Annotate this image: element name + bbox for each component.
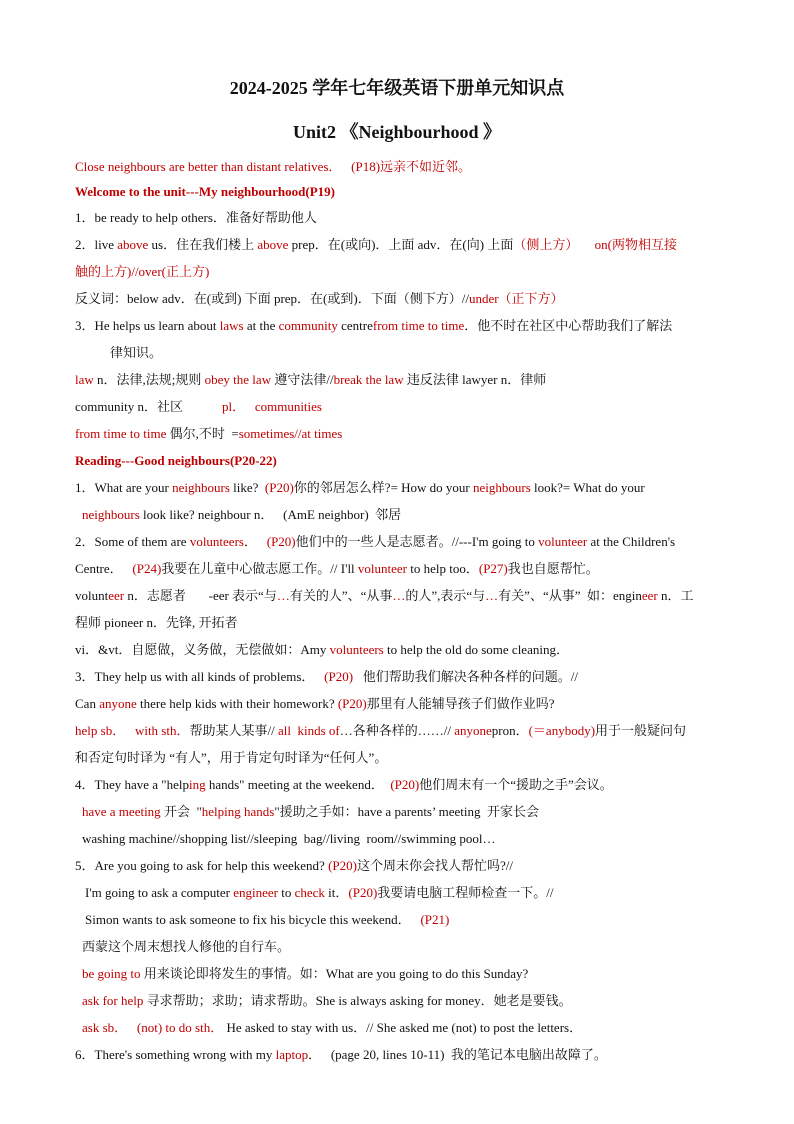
- plain-text: 程师 pioneer n．先锋, 开拓者: [75, 615, 238, 630]
- highlighted-text: break the law: [333, 372, 404, 387]
- note-line: [75, 474, 736, 501]
- plain-text: us．住在我们楼上: [148, 237, 258, 252]
- highlighted-text: 触的上方)//over(正上方): [75, 264, 210, 279]
- unit-subtitle: Unit2 《Neighbourhood 》: [292, 122, 502, 142]
- note-line: [75, 312, 736, 339]
- highlighted-text: under（正下方）: [468, 291, 564, 306]
- highlighted-text: Welcome to the unit---My neighbourhood(P19): [75, 184, 335, 199]
- note-line: [75, 717, 736, 744]
- plain-text: 用来谈论即将发生的事情。如：What are you going to do this Sunday?: [140, 966, 529, 981]
- note-line: [75, 231, 736, 258]
- highlighted-text: helping hands: [201, 804, 275, 819]
- plain-text: 西蒙这个周末想找人修他的自行车。: [82, 939, 291, 954]
- highlighted-text: on(两物相互接: [578, 237, 677, 252]
- plain-text: 2．live: [75, 237, 118, 252]
- plain-text: 这个周末你会找人帮忙吗?//: [356, 858, 513, 873]
- highlighted-text: from time to time: [75, 426, 167, 441]
- highlighted-text: (P20): [266, 534, 296, 549]
- plain-text: like?: [229, 480, 265, 495]
- highlighted-text: Close neighbours are better than distant relatives． (P18)远亲不如近邻。: [75, 159, 472, 174]
- plain-text: it．: [324, 885, 349, 900]
- highlighted-text: (P20): [348, 885, 378, 900]
- plain-text: 那里有人能辅导孩子们做作业吗?: [366, 696, 555, 711]
- proverb-line: [75, 154, 736, 179]
- note-line: [75, 771, 736, 798]
- highlighted-text: （侧上方）: [513, 237, 579, 252]
- page-title: 2024-2025 学年七年级英语下册单元知识点: [229, 78, 565, 98]
- plain-text: 开会 ": [160, 804, 202, 819]
- highlighted-text: (P27): [478, 561, 508, 576]
- highlighted-text: sometimes//at times: [238, 426, 343, 441]
- plain-text: 和否定句时译为 “有人”，用于肯定句时译为“任何人”。: [75, 750, 388, 765]
- plain-text: 有关”、“从事” 如：engin: [498, 588, 642, 603]
- highlighted-text: be going to: [82, 966, 141, 981]
- plain-text: 1．What are your: [75, 480, 173, 495]
- plain-text: 我要请电脑工程师检查一下。//: [377, 885, 554, 900]
- highlighted-text: volunteers: [329, 642, 384, 657]
- note-line: [82, 1014, 736, 1041]
- plain-text: volunt: [75, 588, 109, 603]
- plain-text: n．志愿者 -eer 表示“与: [124, 588, 277, 603]
- plain-text: ．: [243, 534, 267, 549]
- plain-text: ．他不时在社区中心帮助我们了解法: [464, 318, 673, 333]
- note-line: [82, 987, 736, 1014]
- highlighted-text: eer: [108, 588, 125, 603]
- highlighted-text: above: [257, 237, 289, 252]
- note-line: [82, 501, 736, 528]
- highlighted-text: (P20): [324, 669, 354, 684]
- highlighted-text: volunteer: [538, 534, 588, 549]
- note-line: [85, 906, 736, 933]
- plain-text: 3．They help us with all kinds of problems．: [75, 669, 325, 684]
- plain-text: centre: [337, 318, 373, 333]
- plain-text: 帮助某人某事//: [189, 723, 278, 738]
- plain-text: 他们中的一些人是志愿者。//---I'm going to: [295, 534, 539, 549]
- plain-text: 的人”,表示“与: [405, 588, 486, 603]
- highlighted-text: laptop: [275, 1047, 309, 1062]
- plain-text: I'm going to ask a computer: [85, 885, 234, 900]
- note-line: [75, 663, 736, 690]
- plain-text: ． (page 20, lines 10-11) 我的笔记本电脑出故障了。: [308, 1047, 607, 1062]
- plain-text: 我也自愿帮忙。: [507, 561, 599, 576]
- plain-text: 我要在儿童中心做志愿工作。// I'll: [161, 561, 358, 576]
- plain-text: hands" meeting at the weekend．: [205, 777, 391, 792]
- highlighted-text: (P21): [420, 912, 450, 927]
- plain-text: "援助之手如：have a parents’ meeting 开家长会: [274, 804, 539, 819]
- note-line: [75, 582, 736, 609]
- note-line: [75, 852, 736, 879]
- plain-text: 他们帮助我们解决各种各样的问题。//: [353, 669, 579, 684]
- plain-text: at the: [243, 318, 279, 333]
- highlighted-text: (＝anybody): [528, 723, 596, 738]
- plain-text: to: [277, 885, 295, 900]
- highlighted-text: Reading---Good neighbours(P20-22): [75, 453, 277, 468]
- plain-text: Centre．: [75, 561, 133, 576]
- highlighted-text: (P20): [264, 480, 294, 495]
- highlighted-text: check: [294, 885, 325, 900]
- note-line: [75, 366, 736, 393]
- plain-text: 遵守法律//: [271, 372, 334, 387]
- highlighted-text: anyone: [99, 696, 137, 711]
- note-line: [75, 609, 736, 636]
- plain-text: at the Children's: [587, 534, 676, 549]
- plain-text: look?= What do your: [530, 480, 645, 495]
- plain-text: community n．社区: [75, 399, 222, 414]
- highlighted-text: have a meeting: [82, 804, 161, 819]
- plain-text: look like? neighbour n． (AmE neighbor) 邻居: [139, 507, 402, 522]
- plain-text: 6．There's something wrong with my: [75, 1047, 276, 1062]
- plain-text: to help too．: [407, 561, 479, 576]
- note-line: [75, 636, 736, 663]
- plain-text: n．法律,法规;规则: [93, 372, 205, 387]
- highlighted-text: volunteer: [357, 561, 408, 576]
- plain-text: …各种各样的……//: [339, 723, 455, 738]
- highlighted-text: engineer: [233, 885, 278, 900]
- plain-text: He asked to stay with us．// She asked me (not) to post the letters．: [223, 1020, 583, 1035]
- plain-text: 4．They have a "help: [75, 777, 189, 792]
- plain-text: there help kids with their homework?: [136, 696, 338, 711]
- section-heading-reading: [75, 447, 736, 474]
- highlighted-text: volunteers: [189, 534, 244, 549]
- highlighted-text: …: [276, 588, 290, 603]
- highlighted-text: (P20): [390, 777, 420, 792]
- note-line: [75, 744, 736, 771]
- plain-text: 3．He helps us learn about: [75, 318, 220, 333]
- note-line: [110, 339, 736, 366]
- highlighted-text: (P20): [337, 696, 367, 711]
- highlighted-text: above: [117, 237, 149, 252]
- note-line: [75, 258, 736, 285]
- note-line: [75, 285, 736, 312]
- highlighted-text: …: [392, 588, 406, 603]
- highlighted-text: law: [75, 372, 94, 387]
- plain-text: 你的邻居怎么样?= How do your: [293, 480, 474, 495]
- plain-text: 律知识。: [110, 345, 163, 360]
- plain-text: 反义词：below adv．在(或到) 下面 prep．在(或到)．下面（侧下方）//: [75, 291, 469, 306]
- plain-text: 偶尔,不时 =: [166, 426, 239, 441]
- plain-text: 违反法律 lawyer n．律师: [403, 372, 547, 387]
- plain-text: 寻求帮助；求助；请求帮助。She is always asking for money．她老是要钱。: [143, 993, 572, 1008]
- plain-text: Can: [75, 696, 100, 711]
- highlighted-text: ing: [188, 777, 206, 792]
- note-line: [75, 528, 736, 555]
- plain-text: 有关的人”、“从事: [289, 588, 393, 603]
- highlighted-text: neighbours: [172, 480, 230, 495]
- highlighted-text: (P24): [132, 561, 162, 576]
- plain-text: Simon wants to ask someone to fix his bicycle this weekend．: [85, 912, 421, 927]
- plain-text: 用于一般疑问句: [595, 723, 687, 738]
- highlighted-text: …: [485, 588, 499, 603]
- note-line: [75, 204, 736, 231]
- plain-text: to help the old do some cleaning．: [383, 642, 569, 657]
- plain-text: 5．Are you going to ask for help this weekend?: [75, 858, 329, 873]
- highlighted-text: neighbours: [473, 480, 531, 495]
- plain-text: 1．be ready to help others．准备好帮助他人: [75, 210, 317, 225]
- plain-text: n．工: [657, 588, 694, 603]
- highlighted-text: from time to time: [372, 318, 465, 333]
- note-line: [75, 420, 736, 447]
- note-line: [75, 393, 736, 420]
- plain-text: washing machine//shopping list//sleeping bag//living room//swimming pool…: [82, 831, 496, 846]
- highlighted-text: all kinds of: [277, 723, 340, 738]
- highlighted-text: neighbours: [82, 507, 140, 522]
- note-line: [82, 960, 736, 987]
- plain-text: prep．在(或向)．上面 adv．在(向) 上面: [288, 237, 514, 252]
- notes-body: [0, 154, 794, 1068]
- note-line: [85, 879, 736, 906]
- note-line: [75, 1041, 736, 1068]
- plain-text: pron．: [491, 723, 529, 738]
- section-heading-welcome: [75, 179, 736, 204]
- highlighted-text: (P20): [328, 858, 357, 873]
- note-line: [82, 933, 736, 960]
- highlighted-text: community: [278, 318, 338, 333]
- highlighted-text: pl． communities: [221, 399, 322, 414]
- note-line: [82, 798, 736, 825]
- note-line: [82, 825, 736, 852]
- highlighted-text: anyone: [454, 723, 492, 738]
- highlighted-text: laws: [219, 318, 244, 333]
- highlighted-text: ask for help: [82, 993, 144, 1008]
- highlighted-text: help sb． with sth．: [75, 723, 190, 738]
- note-line: [75, 690, 736, 717]
- highlighted-text: obey the law: [204, 372, 272, 387]
- highlighted-text: ask sb． (not) to do sth．: [82, 1020, 224, 1035]
- plain-text: 他们周末有一个“援助之手”会议。: [419, 777, 613, 792]
- note-line: [75, 555, 736, 582]
- plain-text: 2．Some of them are: [75, 534, 190, 549]
- highlighted-text: eer: [641, 588, 658, 603]
- plain-text: vi．&vt．自愿做，义务做，无偿做如：Amy: [75, 642, 330, 657]
